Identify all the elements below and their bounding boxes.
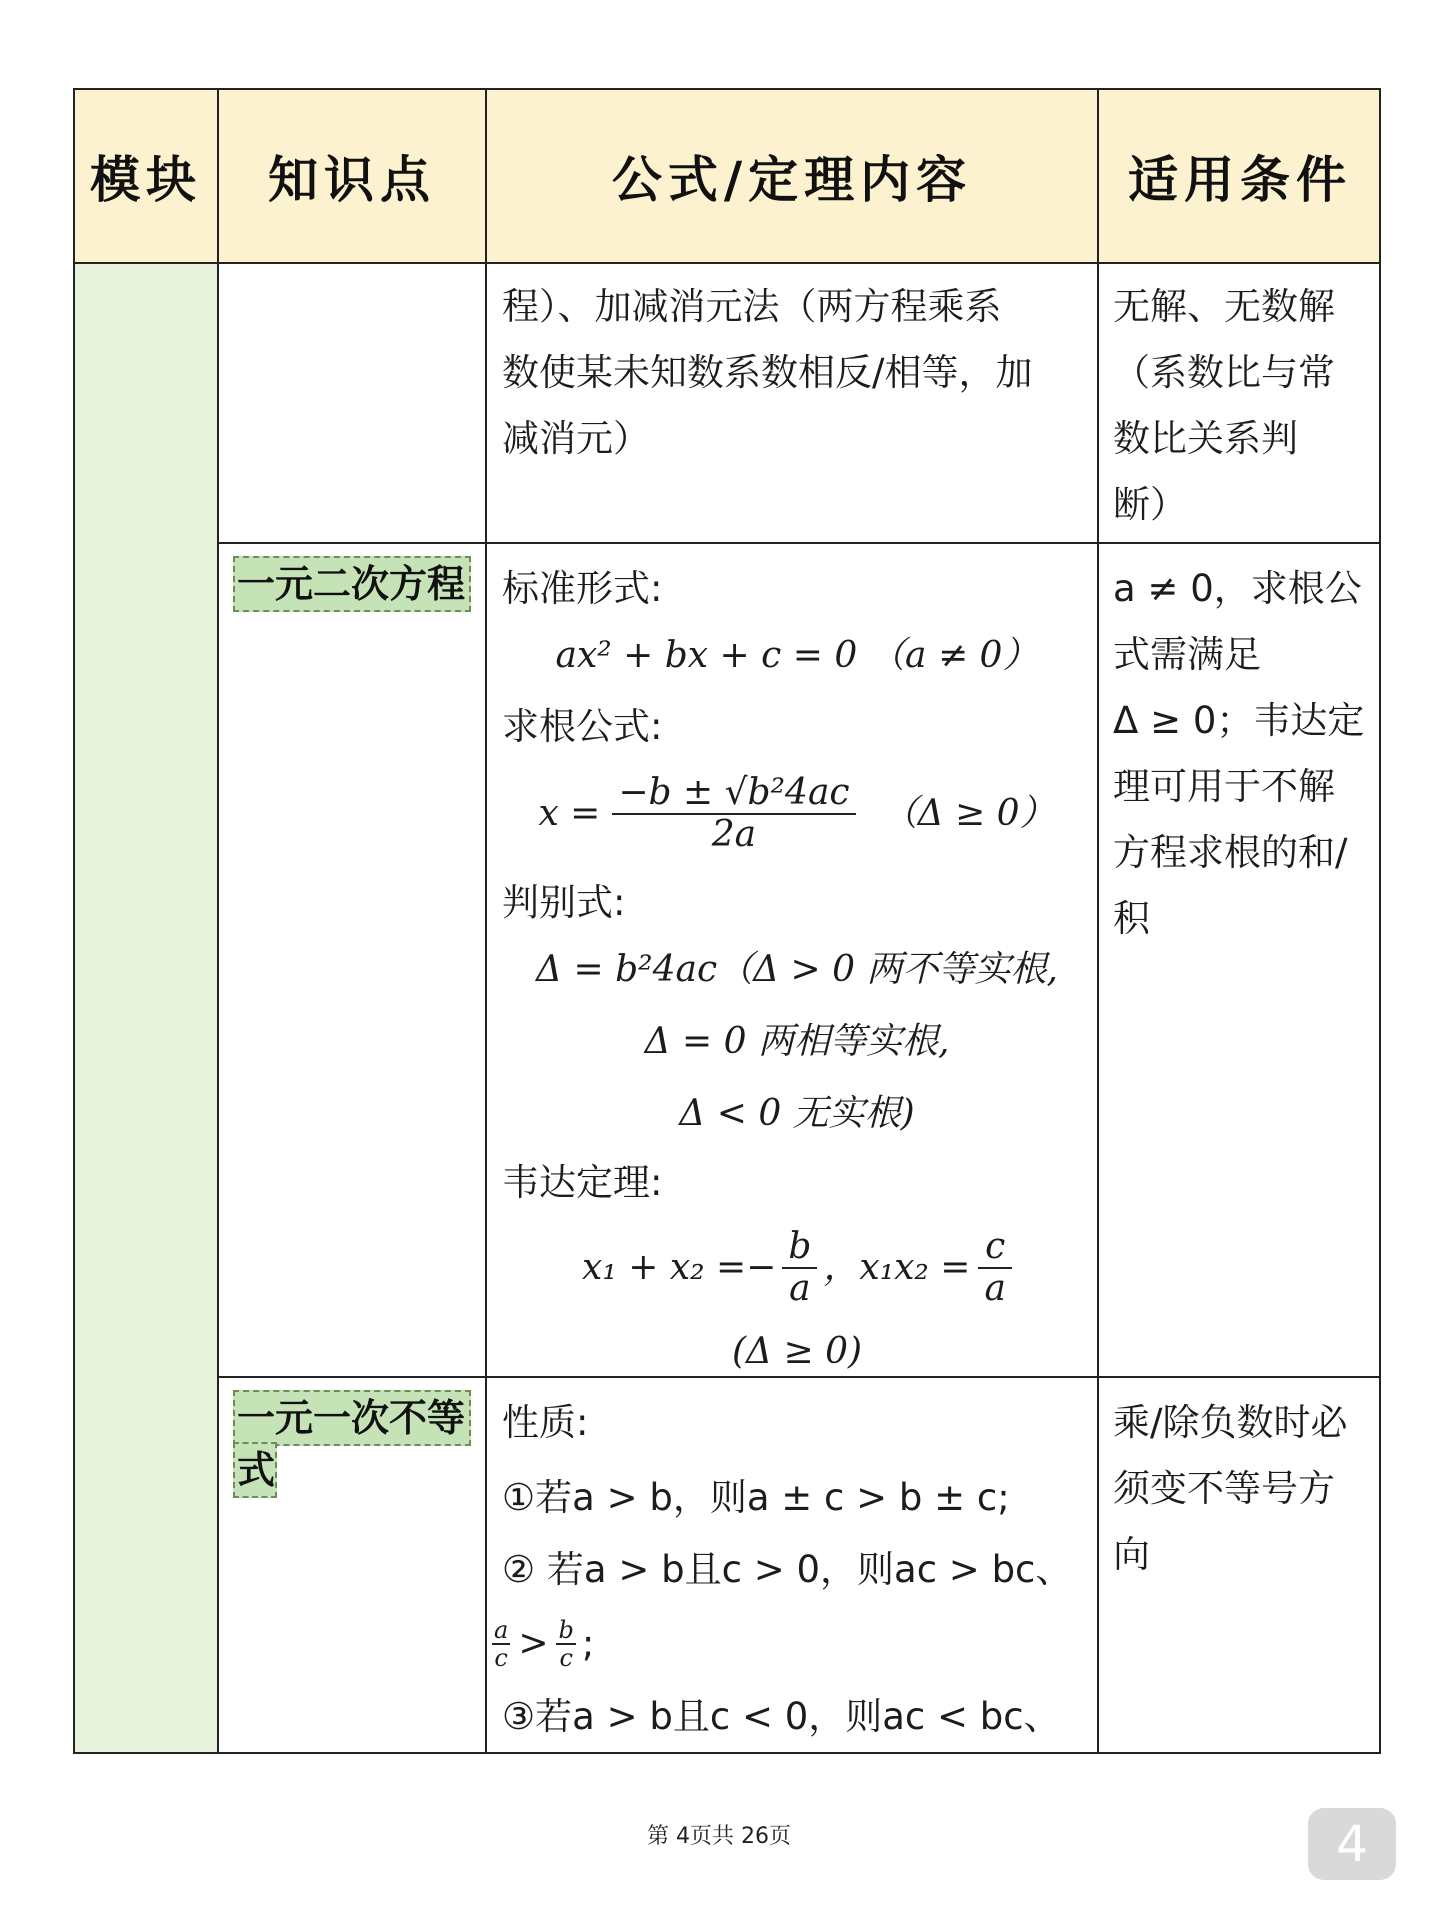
root-label: 求根公式: (502, 705, 663, 748)
prop-label: 性质: (502, 1401, 589, 1444)
vieta-prod-numerator: c (978, 1227, 1011, 1269)
vieta-sum-lhs: x₁ + x₂ =− (582, 1247, 777, 1289)
header-module: 模块 (90, 150, 202, 209)
property-2: ② 若a > b且c > 0，则ac > bc、 (502, 1548, 1073, 1591)
formula-line: 程）、加减消元法（两方程乘系 (502, 285, 1002, 328)
standard-equation (502, 622, 1092, 694)
prop2-end: ; (581, 1621, 595, 1665)
row1-formula-cell (502, 274, 1092, 472)
standard-cond: （a ≠ 0） (869, 635, 1039, 676)
condition-line: 乘/除负数时必 (1113, 1401, 1348, 1444)
standard-eq: ax² + bx + c = 0 (555, 635, 858, 676)
col-divider (217, 90, 219, 1752)
page-number-badge: 4 (1308, 1808, 1396, 1880)
row2-condition-cell (1113, 556, 1378, 952)
condition-line: 无解、无数解 (1113, 285, 1335, 328)
formula-line: 减消元） (502, 417, 650, 460)
col-divider (485, 90, 487, 1752)
condition-line: Δ ≥ 0；韦达定 (1113, 699, 1365, 742)
knowledge-line: 一元一次不等 (237, 1396, 466, 1440)
knowledge-point-quadratic: 一元二次方程 (233, 556, 471, 612)
property-1: ①若a > b，则a ± c > b ± c; (502, 1476, 1010, 1519)
vieta-formula (502, 1214, 1092, 1322)
row3-formula-cell (494, 1390, 1092, 1752)
root-cond: （Δ ≥ 0） (881, 793, 1056, 835)
condition-line: 积 (1113, 897, 1150, 940)
prop2-frac-a (492, 1617, 510, 1672)
col-divider (1097, 90, 1099, 1752)
prop2-frac-a-num: a (494, 1615, 509, 1644)
prop2-frac-b-den: c (559, 1644, 573, 1672)
disc-line: Δ = b²4ac（Δ > 0 两不等实根, (536, 949, 1058, 990)
formula-line: 数使某未知数系数相反/相等，加 (502, 351, 1033, 394)
prop2-gt: > (518, 1623, 549, 1665)
condition-line: 断） (1113, 483, 1187, 526)
disc-label: 判别式: (502, 881, 626, 924)
root-numerator: −b ± √b²4ac (612, 773, 855, 815)
disc-line: Δ = 0 两相等实根, (644, 1021, 950, 1062)
condition-line: a ≠ 0，求根公 (1113, 567, 1362, 610)
knowledge-table (73, 88, 1381, 1754)
vieta-prod-fraction (978, 1227, 1011, 1308)
condition-line: 向 (1113, 1533, 1150, 1576)
prop2-frac-a-den: c (494, 1644, 508, 1672)
vieta-cond: (Δ ≥ 0) (731, 1331, 863, 1372)
condition-line: 方程求根的和/ (1113, 831, 1348, 874)
disc-line: Δ < 0 无实根) (679, 1093, 915, 1134)
page-footer: 第 4页共 26页 (647, 1824, 791, 1849)
standard-label: 标准形式: (502, 567, 663, 610)
condition-line: 式需满足 (1113, 633, 1261, 676)
property-2-fraction-line (492, 1606, 1092, 1682)
vieta-prod-lhs: ，x₁x₂ = (823, 1247, 971, 1289)
prop2-frac-b (556, 1617, 575, 1672)
knowledge-point-inequality (233, 1390, 471, 1446)
row2-formula-cell (502, 556, 1092, 1382)
prop2-frac-b-num: b (558, 1615, 574, 1644)
vieta-sum-numerator: b (782, 1227, 817, 1269)
root-lhs: x = (538, 793, 601, 835)
header-formula: 公式/定理内容 (611, 150, 973, 209)
row1-condition-cell (1113, 274, 1378, 538)
row-divider (219, 542, 1379, 544)
property-3: ③若a > b且c < 0，则ac < bc、 (502, 1695, 1061, 1738)
condition-line: （系数比与常 (1113, 351, 1335, 394)
root-fraction (612, 773, 855, 854)
vieta-sum-fraction (782, 1227, 817, 1308)
vieta-sum-denominator: a (789, 1268, 811, 1309)
header-condition: 适用条件 (1128, 150, 1352, 209)
condition-line: 须变不等号方 (1113, 1467, 1335, 1510)
vieta-label: 韦达定理: (502, 1161, 663, 1204)
row-divider (75, 262, 1379, 264)
root-denominator: 2a (711, 814, 757, 855)
vieta-prod-denominator: a (984, 1268, 1006, 1309)
condition-line: 数比关系判 (1113, 417, 1298, 460)
row3-condition-cell (1113, 1390, 1378, 1588)
module-column-cell (75, 264, 219, 1752)
root-formula (502, 758, 1092, 870)
condition-line: 理可用于不解 (1113, 765, 1335, 808)
knowledge-point-inequality-cont: 式 (233, 1442, 277, 1498)
header-knowledge: 知识点 (268, 150, 436, 209)
